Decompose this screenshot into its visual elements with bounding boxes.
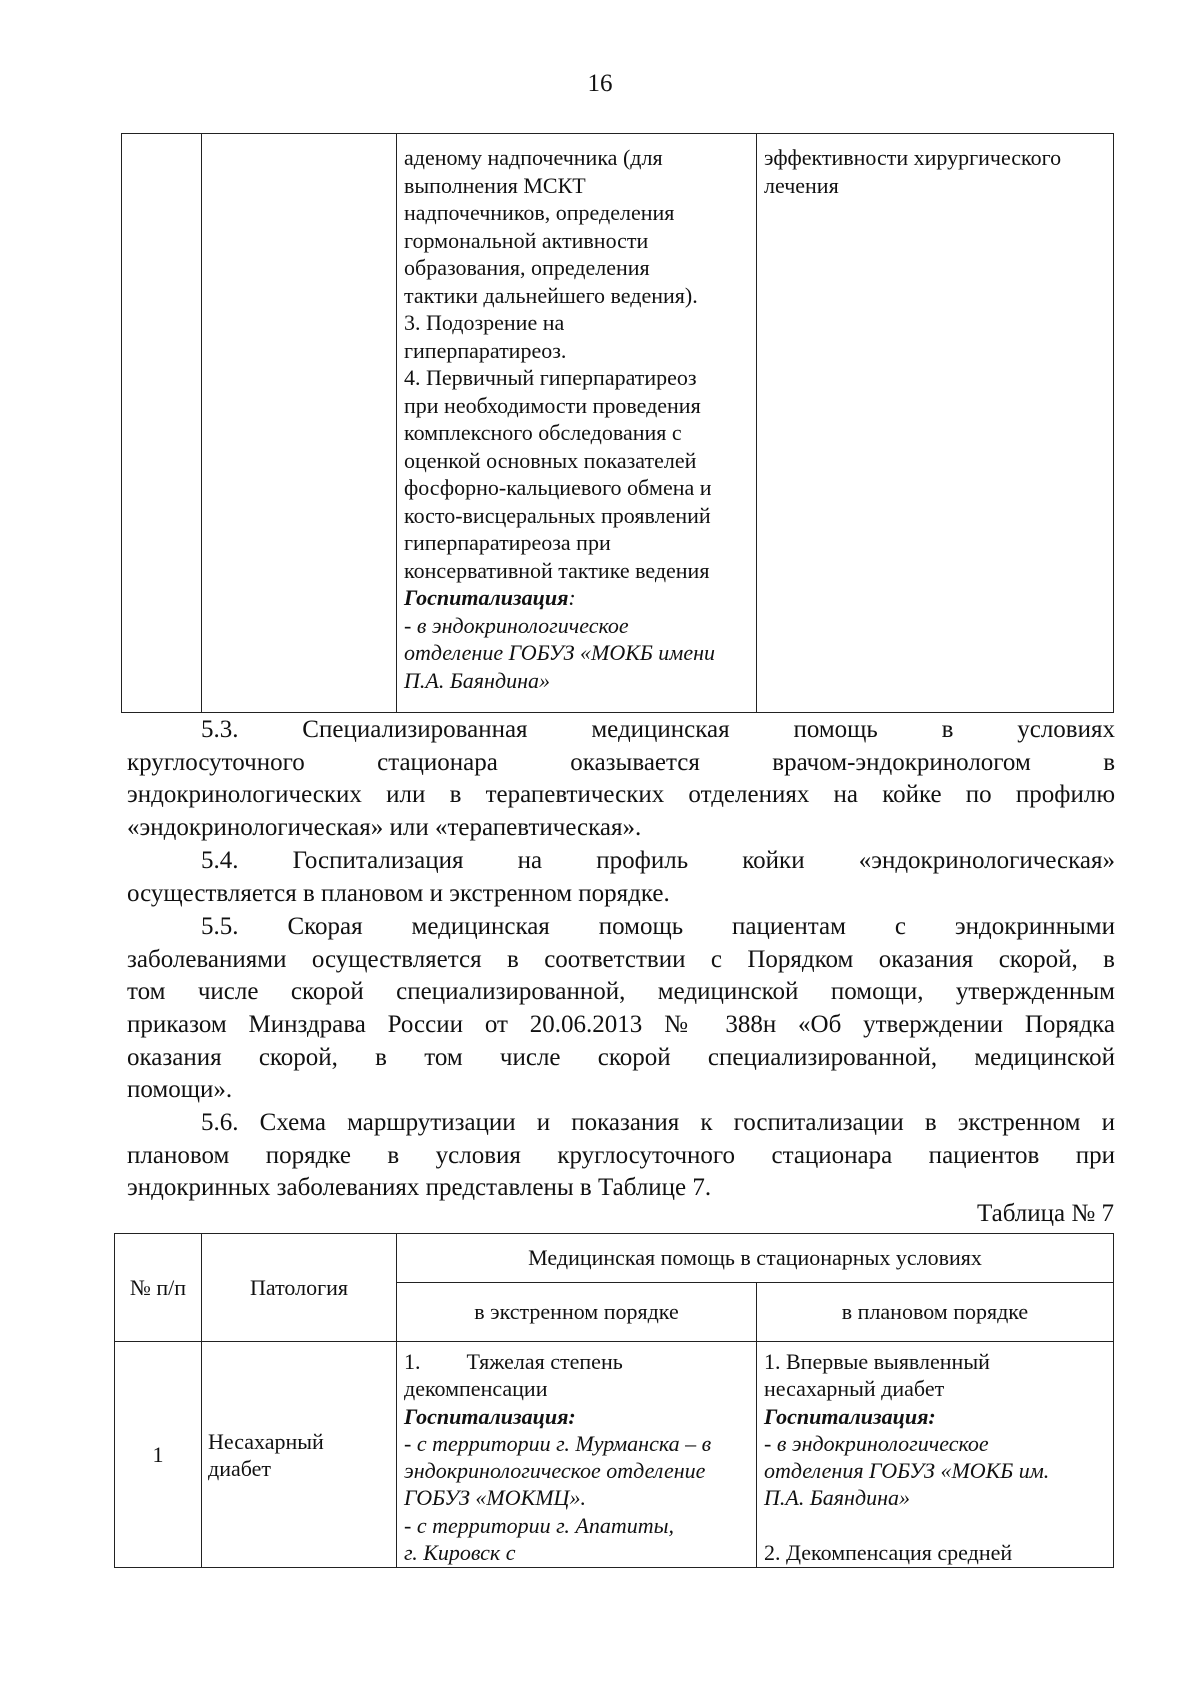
hospitalization-colon: : [568,585,576,610]
row-pathology [202,1342,397,1568]
cell-line: гормональной активности [404,227,649,253]
header-planned: в плановом порядке [757,1283,1114,1342]
hospitalization-label: Госпитализация: [404,1403,576,1429]
table-header-row [115,1234,1114,1283]
cell-line: гиперпаратиреоза при [404,530,611,555]
cell-line: эффективности хирургического [764,145,1062,170]
cell-line-italic: - в эндокринологическое [404,612,629,638]
cell-line-italic: П.А. Баяндина» [404,667,550,693]
cell-line-italic: - с территории г. Мурманска – в [404,1430,712,1456]
paragraph-line: 5.4. Госпитализация на профиль койки «эндокринологическая» [201,847,1115,874]
cell-line: 4. Первичный гиперпаратиреоз [404,365,697,390]
header-emergency: в экстренном порядке [397,1283,757,1342]
cell-line: лечения [764,172,839,198]
table-cell-notes [757,134,1114,713]
cell-line: образования, определения [404,255,650,280]
cell-line-italic: г. Кировск с [404,1540,516,1566]
cell-line-italic: отделение ГОБУЗ «МОКБ имени [404,640,716,665]
hospitalization-label: Госпитализация [404,585,569,610]
pathology-line: диабет [208,1455,272,1481]
paragraph-line: «эндокринологическая» или «терапевтическая». [127,814,642,842]
cell-line-italic: - с территории г. Апатиты, [404,1512,675,1538]
cell-line: комплексного обследования с [404,420,682,445]
paragraph-line: эндокринологических или в терапевтических отделениях на койке по профилю [127,781,1115,809]
item-text: Тяжелая степень [466,1349,623,1374]
paragraph-line: помощи». [127,1076,233,1104]
cell-line: тактики дальнейшего ведения). [404,282,698,308]
paragraph-line: 5.6. Схема маршрутизации и показания к госпитализации в экстренном и [201,1109,1115,1136]
paragraph-5-6 [127,1107,1115,1205]
paragraph-line: приказом Минздрава России от 20.06.2013 № 388н «Об утверждении Порядка [127,1011,1115,1039]
cell-line: декомпенсации [404,1376,548,1402]
hospitalization-label: Госпитализация: [764,1403,936,1429]
cell-line-italic: - в эндокринологическое [764,1430,989,1456]
paragraph-line: круглосуточного стационара оказывается врачом-эндокринологом в [127,748,1115,776]
cell-line: консервативной тактике ведения [404,557,710,583]
continuation-table [121,133,1114,713]
table-row [122,134,1114,713]
routing-table [114,1233,1114,1568]
table-row [115,1342,1114,1568]
paragraph-line: том числе скорой специализированной, медицинской помощи, утвержденным [127,978,1115,1006]
cell-line: аденому надпочечника (для [404,145,663,170]
cell-line: гиперпаратиреоз. [404,337,567,363]
cell-line: выполнения МСКТ [404,172,586,198]
paragraph-line: осуществляется в плановом и экстренном порядке. [127,879,670,907]
cell-line: 2. Декомпенсация средней [764,1540,1013,1566]
paragraph-5-4 [127,845,1115,910]
row-planned [757,1342,1114,1568]
cell-line: фосфорно-кальциевого обмена и [404,475,712,500]
cell-line: косто-висцеральных проявлений [404,502,711,528]
paragraph-line: заболеваниями осуществляется в соответствии с Порядком оказания скорой, в [127,945,1115,973]
table-cell-num [122,134,202,713]
header-pathology: Патология [202,1234,397,1342]
paragraph-line: оказания скорой, в том числе скорой специализированной, медицинской [127,1043,1115,1071]
cell-line: несахарный диабет [764,1376,945,1402]
cell-line: 3. Подозрение на [404,310,565,335]
table-caption: Таблица № 7 [976,1200,1114,1227]
cell-line: оценкой основных показателей [404,447,697,473]
paragraph-line: 5.5. Скорая медицинская помощь пациентам с эндокринными [201,913,1115,940]
header-group: Медицинская помощь в стационарных условиях [397,1234,1114,1283]
pathology-line: Несахарный [208,1428,324,1454]
cell-line: при необходимости проведения [404,392,701,418]
cell-line: 1. Впервые выявленный [764,1349,990,1374]
table-cell-pathology [202,134,397,713]
page-number: 16 [587,70,613,97]
cell-line-italic: эндокринологическое отделение [404,1458,706,1484]
cell-line-italic: ГОБУЗ «МОКМЦ». [404,1485,586,1511]
paragraph-5-3 [127,714,1115,845]
row-emergency [397,1342,757,1568]
table-cell-indications [397,134,757,713]
paragraph-line: плановом порядке в условия круглосуточного стационара пациентов при [127,1141,1115,1169]
paragraph-line: эндокринных заболеваниях представлены в Таблице 7. [127,1174,712,1202]
header-num: № п/п [115,1234,202,1342]
paragraph-line: 5.3. Специализированная медицинская помощь в условиях [201,716,1115,743]
item-number: 1. [404,1349,421,1374]
paragraph-5-5 [127,911,1115,1107]
cell-line: надпочечников, определения [404,200,675,225]
cell-line-italic: отделения ГОБУЗ «МОКБ им. [764,1458,1050,1484]
cell-line-italic: П.А. Баяндина» [764,1485,910,1511]
row-num: 1 [115,1342,202,1568]
